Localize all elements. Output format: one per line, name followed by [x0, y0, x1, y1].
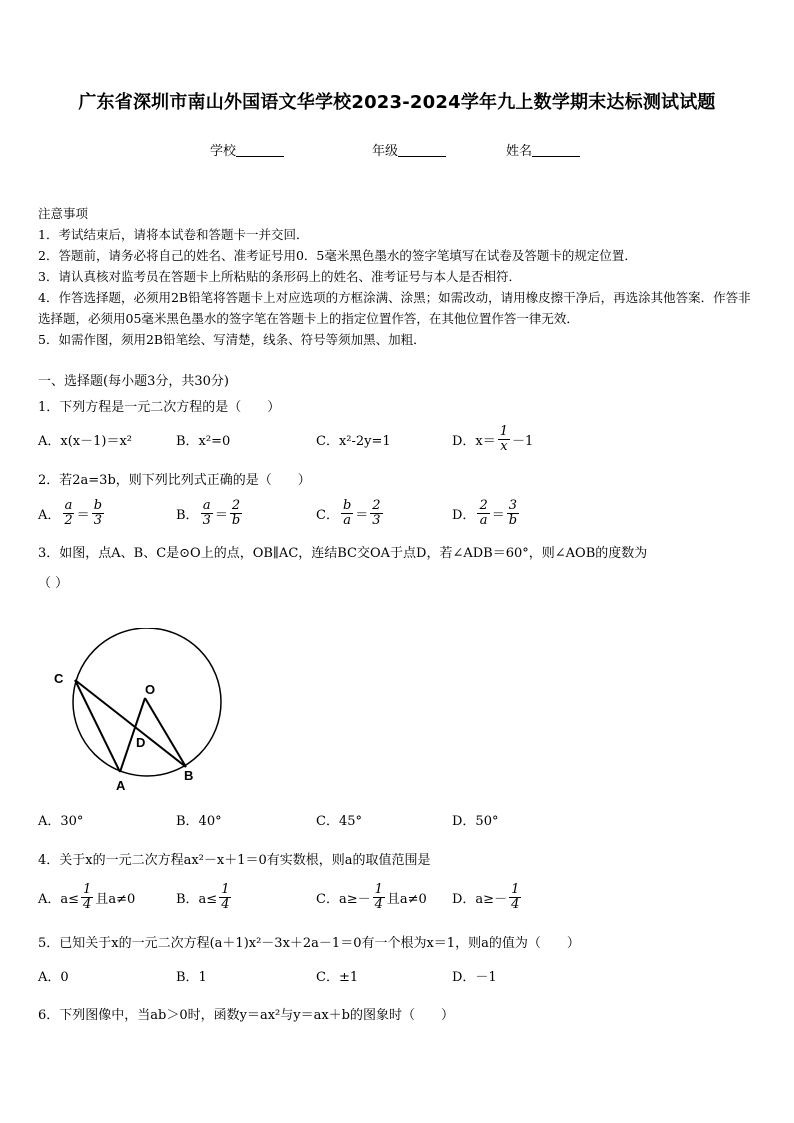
q2-options — [38, 496, 758, 530]
name-label: 姓名 — [506, 144, 533, 159]
fraction-denominator: 4 — [83, 896, 92, 912]
q2-option-d: D． $\frac{2}{a}$ ＝ $\frac{3}{b}$ — [452, 497, 518, 528]
fraction-denominator: 3 — [202, 512, 211, 528]
q2-option-c: C． $\frac{b}{a}$ ＝ $\frac{2}{3}$ — [316, 497, 381, 528]
fraction — [477, 499, 489, 528]
q1-d-fraction — [498, 425, 510, 454]
name-field — [506, 140, 580, 159]
fraction-numerator: b — [93, 497, 103, 513]
option-prefix: D．a≥－ — [452, 891, 508, 907]
q2-option-a: A． $\frac{a}{2}$ ＝ $\frac{b}{3}$ — [38, 497, 103, 528]
q4-option-a — [38, 880, 135, 914]
q3-option-d: D．50° — [452, 813, 499, 829]
q3-option-b: B．40° — [176, 813, 222, 829]
fraction — [219, 883, 231, 912]
fraction-denominator: 2 — [64, 512, 73, 528]
q4-options — [38, 880, 758, 914]
fraction-numerator: 2 — [231, 497, 241, 513]
fraction — [92, 499, 104, 528]
option-label: B． — [176, 507, 199, 523]
fraction-denominator: a — [343, 512, 351, 528]
q4-stem: 4．关于x的一元二次方程ax²－x＋1＝0有实数根，则a的取值范围是 — [38, 853, 431, 868]
fraction-denominator: a — [479, 512, 488, 528]
notes-section — [38, 203, 763, 350]
page-title: 广东省深圳市南山外国语文华学校2023-2024学年九上数学期末达标测试试题 — [78, 92, 716, 113]
option-label: D． — [452, 507, 476, 523]
grade-label: 年级 — [372, 144, 399, 159]
name-blank — [532, 144, 580, 157]
fraction — [507, 499, 519, 528]
q1-d-suffix: －1 — [512, 433, 534, 449]
q5-options — [38, 958, 758, 992]
q3-option-c: C．45° — [316, 813, 362, 829]
q5-stem: 5．已知关于x的一元二次方程(a＋1)x²－3x＋2a－1＝0有一个根为x＝1，则a的值为（ ） — [38, 936, 580, 951]
option-label: C． — [316, 507, 339, 523]
option-suffix: 且a≠0 — [386, 891, 427, 907]
notes-item: 5．如需作图，须用2B铅笔绘、写清楚，线条、符号等须加黑、加粗． — [38, 332, 426, 347]
fraction — [509, 883, 521, 912]
fraction-denominator: b — [508, 512, 518, 528]
fraction — [81, 883, 93, 912]
school-blank — [236, 144, 284, 157]
fraction-denominator: 4 — [511, 896, 520, 912]
q4-option-d — [452, 880, 523, 914]
q1-option-c: C．x²-2y=1 — [316, 433, 391, 449]
grade-field — [372, 140, 446, 159]
fraction-denominator: 4 — [221, 896, 230, 912]
q3-stem-paren: （ ） — [38, 576, 69, 591]
grade-blank — [398, 144, 446, 157]
segment-ca — [75, 680, 120, 772]
q6-stem: 6．下列图像中，当ab＞0时，函数y＝ax²与y＝ax＋b的图象时（ ） — [38, 1008, 455, 1023]
notes-item: 4．作答选择题，必须用2B铅笔将答题卡上对应选项的方框涂满、涂黑；如需改动，请用橡皮擦干净后，再选涂其他答案．作答非选择题，必须用05毫米黑色墨水的签字笔在答题卡上的指定位置作答，在其他位置作答一律无效． — [38, 290, 751, 326]
q4-option-c — [316, 880, 427, 914]
fraction — [370, 499, 382, 528]
point-a-label: A — [116, 778, 126, 793]
q5-option-c: C．±1 — [316, 969, 359, 985]
school-field — [210, 140, 284, 159]
option-label: A． — [38, 507, 61, 523]
fraction-numerator: 1 — [221, 881, 230, 897]
q1-options — [38, 422, 758, 456]
q1-option-d — [452, 422, 533, 456]
point-o-label: O — [145, 682, 156, 697]
q2-option-b: B． $\frac{a}{3}$ ＝ $\frac{2}{b}$ — [176, 497, 241, 528]
notes-item: 2．答题前，请务必将自己的姓名、准考证号用0．5毫米黑色墨水的签字笔填写在试卷及答题卡的规定位置． — [38, 248, 637, 263]
fraction — [341, 499, 353, 528]
point-d-label: D — [136, 735, 146, 750]
q1-d-prefix: D．x＝ — [452, 433, 496, 449]
q5-option-a: A．0 — [38, 969, 69, 985]
notes-heading: 注意事项 — [38, 206, 89, 221]
q1-option-a: A．x(x－1)＝x² — [38, 433, 133, 449]
q3-options — [38, 802, 758, 836]
fraction-numerator: 2 — [479, 497, 488, 513]
section-heading: 一、选择题(每小题3分，共30分) — [38, 374, 229, 389]
fraction-numerator: 3 — [508, 497, 518, 513]
circle-figure — [48, 628, 238, 798]
fraction-denominator: b — [231, 512, 241, 528]
fraction-numerator: 2 — [372, 497, 381, 513]
q3-option-a: A．30° — [38, 813, 84, 829]
option-suffix: 且a≠0 — [95, 891, 136, 907]
q4-option-b — [176, 880, 233, 914]
fraction-denominator: 3 — [372, 512, 381, 528]
fraction-denominator: x — [500, 438, 508, 454]
option-prefix: C．a≥－ — [316, 891, 371, 907]
point-b-label: B — [184, 768, 194, 783]
fraction — [62, 499, 74, 528]
fraction-numerator: 1 — [511, 881, 520, 897]
segment-ob — [145, 698, 186, 767]
fraction-denominator: 4 — [374, 896, 383, 912]
fraction-numerator: 1 — [374, 881, 383, 897]
q3-stem: 3．如图，点A、B、C是⊙O上的点，OB∥AC，连结BC交OA于点D，若∠ADB＝60°，则∠AOB的度数为 — [38, 546, 648, 561]
fraction — [201, 499, 213, 528]
option-prefix: A．a≤ — [38, 891, 80, 907]
fraction-numerator: a — [64, 497, 73, 513]
option-prefix: B．a≤ — [176, 891, 218, 907]
fraction-numerator: 1 — [499, 423, 509, 439]
q5-option-d: D．－1 — [452, 969, 497, 985]
notes-item: 1．考试结束后，请将本试卷和答题卡一并交回． — [38, 227, 309, 242]
fraction — [373, 883, 385, 912]
fraction — [230, 499, 242, 528]
point-c-label: C — [54, 671, 64, 686]
fraction-denominator: 3 — [93, 512, 102, 528]
q2-stem: 2．若2a=3b，则下列比列式正确的是（ ） — [38, 473, 311, 488]
q1-stem: 1．下列方程是一元二次方程的是（ ） — [38, 400, 281, 415]
segment-cb — [75, 680, 186, 767]
fraction-numerator: 1 — [83, 881, 92, 897]
notes-item: 3．请认真核对监考员在答题卡上所粘贴的条形码上的姓名、准考证号与本人是否相符． — [38, 269, 521, 284]
q5-option-b: B．1 — [176, 969, 207, 985]
fraction-numerator: b — [342, 497, 352, 513]
school-label: 学校 — [210, 144, 237, 159]
q1-option-b: B．x²=0 — [176, 433, 231, 449]
fraction-numerator: a — [202, 497, 211, 513]
